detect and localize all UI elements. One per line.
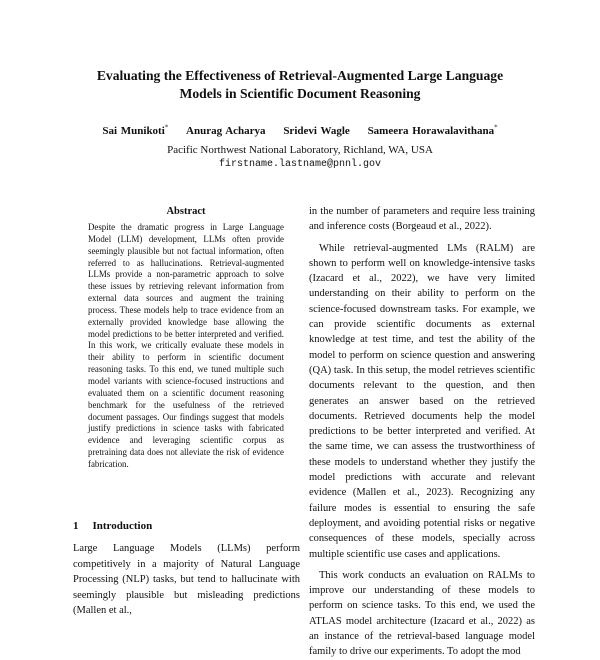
affiliation: Pacific Northwest National Laboratory, Richland, WA, USA [167, 144, 433, 156]
paragraph: Large Language Models (LLMs) perform competitively in a majority of Natural Language Processing (NLP) tasks, but tend to hallucinate with seemingly plausible but misleading predictions (Mallen et al., [73, 543, 300, 616]
author: Sameera Horawalavithana* [367, 123, 498, 137]
author: Sridevi Wagle [283, 124, 350, 137]
author: Sai Munikoti* [102, 123, 169, 137]
paper-title-line-1: Evaluating the Effectiveness of Retrieval-Augmented Large Language [96, 68, 504, 83]
paragraph: in the number of parameters and require less training and inference costs (Borgeaud et al., 2022). [309, 206, 535, 233]
abstract-heading: Abstract [166, 206, 206, 217]
section-number: 1 [73, 520, 79, 532]
paragraph: This work conducts an evaluation on RALMs to improve our understanding of these models to perform on science tasks. To this end, we used the ATLAS model architecture (Izacard et al., 2022) as an instance of the retrieval-based language model family to drive our experiments. To adopt the mod [309, 569, 535, 658]
author: Anurag Acharya [186, 124, 266, 137]
abstract-text: Despite the dramatic progress in Large Language Model (LLM) development, LLMs often provide seemingly plausible but not factual information, often referred to as hallucinations. Retrieval-augmented LLMs provide a non-parametric approach to solve these issues by retrieving relevant information from external data sources and augment the training process. These models help to trace evidence from an externally provided knowledge base allowing the model predictions to be better interpreted and verified. In this work, we critically evaluate these models in their ability to perform in scientific document reasoning tasks. To this end, we tuned multiple such model variants with science-focused instructions and evaluated them on a scientific document reasoning benchmark for the usefulness of the retrieved document passages. Our findings suggest that models justify predictions in science tasks with fabricated evidence and leveraging scientific corpus as pretraining data does not alleviate the risk of evidence fabrication. [88, 222, 284, 469]
paragraph: While retrieval-augmented LMs (RALM) are shown to perform well on knowledge-intensive tasks (Izacard et al., 2022), we have very limited understanding on their ability to perform on the science-focused downstream tasks. For example, we can provide scientific documents as external knowledge at test time, and test the ability of the model to perform on science question and answering (QA) task. In this setup, the model retrieves scientific documents relevant to the question, and then generates an answer based on the retrieved documents. Retrieved documents help the model predictions to be better interpreted and verified. At the same time, we can assess the trustworthiness of these models to understand whether they justify the model predictions with accurate and relevant evidence (Mallen et al., 2023). Recognizing any failure modes is essential to ensuring the safe deployment, and avoiding potential risks or negative consequences of these models, specially across multiple scientific use cases and applications. [309, 242, 535, 560]
author-list [20, 120, 580, 138]
section-title: Introduction [92, 520, 153, 532]
section-heading-introduction [73, 520, 152, 533]
author-email: firstname.lastname@pnnl.gov [218, 159, 382, 170]
paper-title-line-2: Models in Scientific Document Reasoning [179, 86, 421, 101]
right-column [309, 204, 535, 660]
introduction-left-column [73, 541, 300, 619]
paper-title [40, 67, 560, 103]
